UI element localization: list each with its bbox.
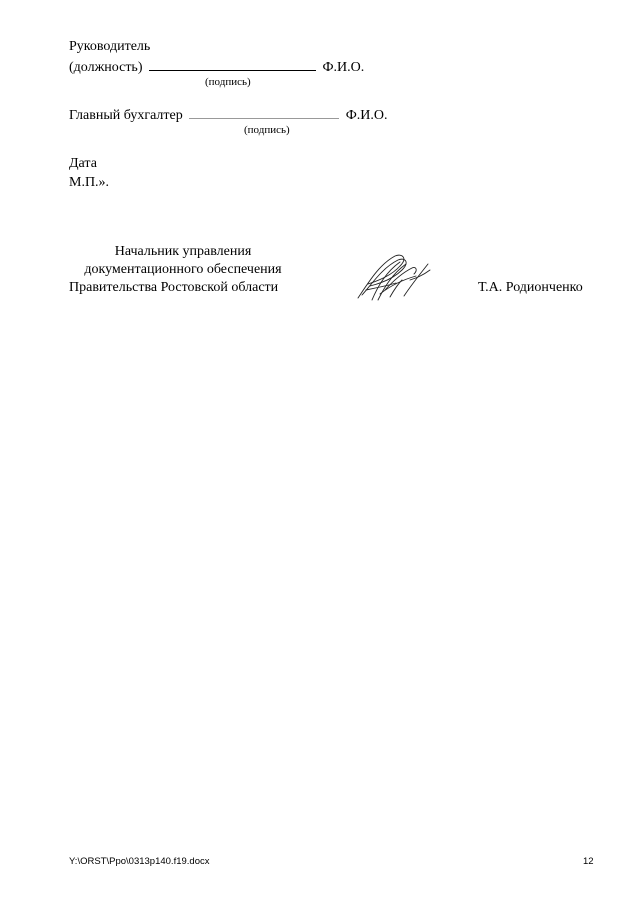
manager-title-line1: Руководитель: [69, 39, 151, 54]
approval-position-line2: документационного обеспечения: [84, 262, 282, 277]
footer-file-path: Y:\ORST\Ppo\0313p140.f19.docx: [69, 856, 210, 867]
footer-page-number: 12: [583, 856, 594, 867]
date-label: Дата: [69, 156, 97, 171]
accountant-fio-label: Ф.И.О.: [345, 108, 388, 123]
accountant-signature-line: [189, 107, 339, 119]
manager-title-line2-row: [69, 59, 364, 76]
manager-signature-caption: (подпись): [205, 76, 251, 88]
accountant-row: [69, 107, 388, 124]
accountant-signature-caption: (подпись): [244, 124, 290, 136]
approval-position-line1: Начальник управления: [114, 244, 252, 259]
manager-position-label: (должность): [69, 60, 143, 75]
stamp-label: М.П.».: [69, 175, 110, 190]
handwritten-signature-icon: [350, 250, 440, 305]
approval-signatory-name: Т.А. Родионченко: [478, 280, 583, 295]
manager-signature-line: [149, 59, 316, 71]
manager-fio-label: Ф.И.О.: [322, 60, 365, 75]
approval-position-line3: Правительства Ростовской области: [69, 280, 279, 295]
accountant-title: Главный бухгалтер: [69, 108, 183, 123]
